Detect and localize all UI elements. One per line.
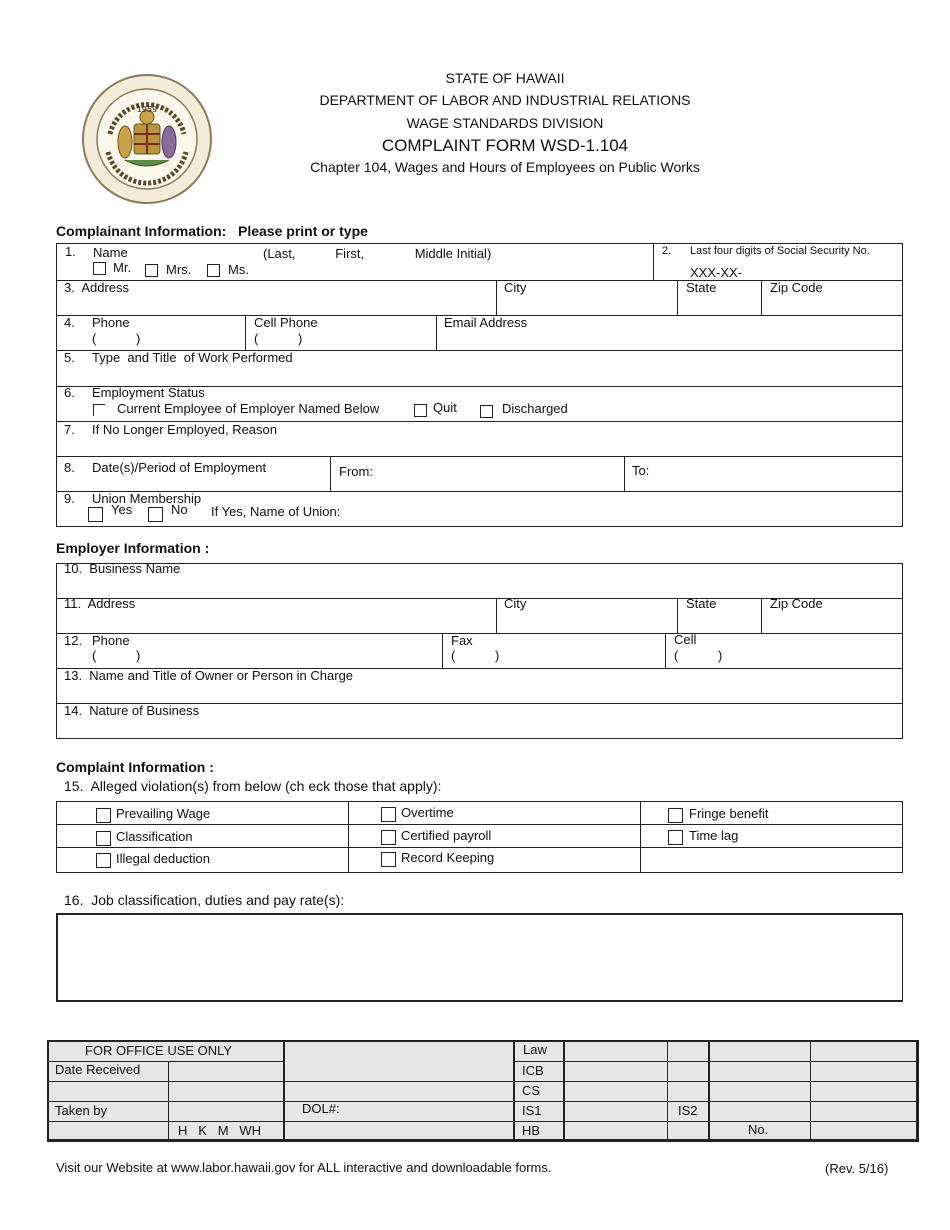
reason-label: If No Longer Employed, Reason [92,422,277,437]
work-performed-label: Type and Title of Work Performed [92,350,293,365]
state-label: State [686,280,717,295]
field-5-number: 5. [64,350,75,365]
violations-prompt: 15. Alleged violation(s) from below (ch eck those that apply): [64,778,442,794]
job-classification-textarea[interactable] [56,913,903,1002]
zip-label: Zip Code [770,280,823,295]
union-no-label: No [171,502,188,517]
is1-label: IS1 [522,1103,542,1118]
illegal-deduction-label: Illegal deduction [116,851,210,866]
from-label: From: [339,464,373,479]
employer-cell-label: Cell [674,632,697,647]
complainant-heading: Complainant Information: Please print or type [56,223,368,239]
union-no-checkbox[interactable] [148,507,163,522]
mrs-label: Mrs. [166,262,192,277]
quit-label: Quit [433,400,457,415]
complaint-heading: Complaint Information : [56,759,214,775]
office-no-label: No. [748,1122,769,1137]
certified-payroll-label: Certified payroll [401,828,492,843]
state-seal-logo [80,72,215,207]
overtime-checkbox[interactable] [381,807,396,822]
ms-checkbox[interactable] [207,264,220,277]
fax-label: Fax [451,633,473,648]
illegal-deduction-checkbox[interactable] [96,853,111,868]
mr-checkbox[interactable] [93,262,106,275]
classification-label: Classification [116,829,193,844]
discharged-label: Discharged [502,401,568,416]
union-name-label: If Yes, Name of Union: [211,504,341,519]
header-department: DEPARTMENT OF LABOR AND INDUSTRIAL RELATIONS [319,92,691,108]
business-name-label: 10. Business Name [64,561,181,576]
prevailing-wage-label: Prevailing Wage [116,806,211,821]
field-4-number: 4. [64,315,75,330]
ms-label: Ms. [228,262,249,277]
employer-heading: Employer Information : [56,540,210,556]
revision-label: (Rev. 5/16) [825,1161,889,1176]
union-yes-checkbox[interactable] [88,507,103,522]
taken-by-label: Taken by [55,1103,108,1118]
is2-label: IS2 [678,1103,698,1118]
field-1-number: 1. [65,244,76,259]
email-label: Email Address [444,315,528,330]
period-employment-label: Date(s)/Period of Employment [92,460,267,475]
phone-area-code[interactable]: ( ) [92,331,141,346]
ssn-label: Last four digits of Social Security No. [690,245,870,257]
field-8-number: 8. [64,460,75,475]
employer-cell-area[interactable]: ( ) [674,648,723,663]
header-state: STATE OF HAWAII [445,70,565,86]
employer-city-label: City [504,596,527,611]
fax-area[interactable]: ( ) [451,648,500,663]
quit-checkbox[interactable] [414,404,427,417]
mrs-checkbox[interactable] [145,264,158,277]
job-classification-label: 16. Job classification, duties and pay rate(s): [64,892,345,908]
website-footer: Visit our Website at www.labor.hawaii.gov for ALL interactive and downloadable forms. [56,1160,552,1175]
field-12-number: 12. [64,633,83,648]
svg-text:1959: 1959 [136,105,158,114]
employer-address-label: 11. Address [64,596,136,611]
union-membership-label: Union Membership [92,491,202,506]
record-keeping-label: Record Keeping [401,850,495,865]
field-2-number: 2. [662,245,672,257]
cell-phone-label: Cell Phone [254,315,318,330]
employer-phone-label: Phone [92,633,130,648]
form-title: COMPLAINT FORM WSD-1.104 [381,136,629,155]
current-employee-checkbox[interactable] [93,404,105,416]
address-label: 3. Address [64,280,130,295]
to-label: To: [632,463,650,478]
cs-label: CS [522,1083,541,1098]
record-keeping-checkbox[interactable] [381,852,396,867]
time-lag-checkbox[interactable] [668,830,683,845]
name-label: Name [93,245,128,260]
dol-number-label: DOL#: [302,1101,340,1116]
certified-payroll-checkbox[interactable] [381,830,396,845]
overtime-label: Overtime [401,805,454,820]
law-label: Law [523,1042,547,1057]
hb-label: HB [522,1123,541,1138]
nature-business-label: 14. Nature of Business [64,703,200,718]
name-hint: (Last, First, Middle Initial) [263,246,492,261]
hkmwh-label: H K M WH [178,1123,262,1138]
classification-checkbox[interactable] [96,831,111,846]
form-subtitle: Chapter 104, Wages and Hours of Employees on Public Works [310,159,700,175]
mr-label: Mr. [113,260,132,275]
city-label: City [504,280,527,295]
fringe-benefit-label: Fringe benefit [689,806,769,821]
phone-label: Phone [92,315,130,330]
employer-zip-label: Zip Code [770,596,823,611]
owner-name-label: 13. Name and Title of Owner or Person in Charge [64,668,354,683]
discharged-checkbox[interactable] [480,405,493,418]
employer-phone-area[interactable]: ( ) [92,648,141,663]
employment-status-label: Employment Status [92,385,205,400]
time-lag-label: Time lag [689,828,739,843]
date-received-label: Date Received [55,1062,141,1077]
field-9-number: 9. [64,491,75,506]
union-yes-label: Yes [111,502,133,517]
field-7-number: 7. [64,422,75,437]
prevailing-wage-checkbox[interactable] [96,808,111,823]
field-6-number: 6. [64,385,75,400]
office-use-title: FOR OFFICE USE ONLY [85,1043,233,1058]
header-division: WAGE STANDARDS DIVISION [406,115,604,131]
cell-area-code[interactable]: ( ) [254,331,303,346]
employer-state-label: State [686,596,717,611]
fringe-benefit-checkbox[interactable] [668,808,683,823]
ssn-value[interactable]: XXX-XX- [690,265,743,280]
current-employee-label: Current Employee of Employer Named Below [117,401,380,416]
icb-label: ICB [522,1063,544,1078]
